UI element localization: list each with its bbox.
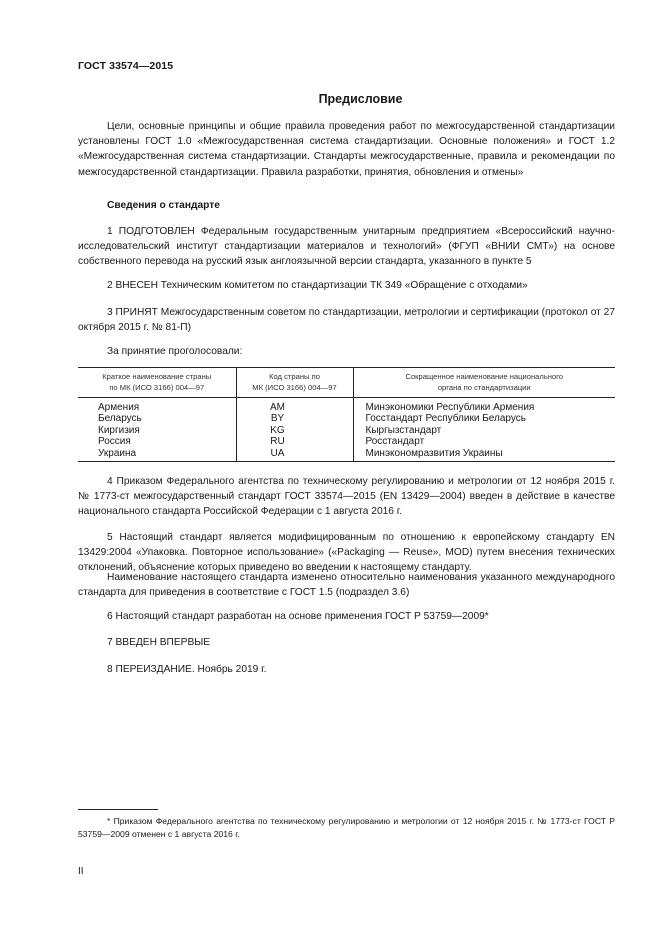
table-row <box>78 436 615 447</box>
page-title <box>0 92 661 106</box>
item-4-paragraph: 4 Приказом Федерального агентства по техническому регулированию и метрологии от 12 ноября 2015 г. № 1773-ст межгосударственный стандарт ГОСТ 33574—2015 (EN 13429—2004) введен в действие в качестве национального стандарта Российской Федерации с 1 августа 2016 г. <box>78 476 615 518</box>
page-title-text: Предисловие <box>318 92 403 106</box>
item-5-rename-paragraph: Наименование настоящего стандарта изменено относительно наименования указанного международного стандарта для приведения в соответствие с ГОСТ 1.5 (подраздел 3.6) <box>78 572 615 599</box>
code-cell: AM <box>236 398 353 414</box>
page-number: II <box>78 866 84 877</box>
country-cell: Армения <box>98 402 140 413</box>
table-row <box>78 413 615 424</box>
item-8-paragraph: 8 ПЕРЕИЗДАНИЕ. Ноябрь 2019 г. <box>107 664 267 675</box>
footnote: * Приказом Федерального агентства по техническому регулированию и метрологии от 12 ноября 2015 г. № 1773-ст ГОСТ Р 53759—2009 отменен с 1 августа 2016 г. <box>78 816 615 839</box>
voted-label: За принятие проголосовали: <box>107 346 243 357</box>
code-cell: BY <box>236 413 353 424</box>
col-code-header-line1: Код страны по <box>269 372 320 381</box>
col-code-header <box>236 368 353 398</box>
table-row <box>78 448 615 462</box>
body-cell: Минэкономразвития Украины <box>353 448 615 462</box>
country-cell: Украина <box>78 448 236 462</box>
table-row <box>78 425 615 436</box>
col-body-header-line2: органа по стандартизации <box>437 382 531 392</box>
col-country-header-line1: Краткое наименование страны <box>102 372 212 381</box>
info-heading: Сведения о стандарте <box>107 200 220 211</box>
code-cell: UA <box>236 448 353 462</box>
document-code: ГОСТ 33574—2015 <box>78 60 174 72</box>
country-cell: Киргизия <box>98 424 140 436</box>
country-cell: Беларусь <box>98 413 142 425</box>
item-1-paragraph: 1 ПОДГОТОВЛЕН Федеральным государственным унитарным предприятием «Всероссийский научно-исследовательский институт стандартизации материалов и технологий» (ФГУП «ВНИИ СМТ») на основе собственного перевода на русский язык англоязычной версии стандарта, указанного в пункте 5 <box>78 226 615 268</box>
col-body-header <box>353 368 615 398</box>
body-cell: Кыргызстандарт <box>353 425 615 436</box>
item-3-paragraph: 3 ПРИНЯТ Межгосударственным советом по стандартизации, метрологии и сертификации (протокол от 27 октября 2015 г. № 81-П) <box>78 307 615 334</box>
item-7-paragraph: 7 ВВЕДЕН ВПЕРВЫЕ <box>107 637 211 648</box>
item-2-paragraph: 2 ВНЕСЕН Техническим комитетом по стандартизации ТК 349 «Обращение с отходами» <box>107 280 528 291</box>
body-cell: Минэкономики Республики Армения <box>353 398 615 414</box>
body-cell: Росстандарт <box>353 436 615 447</box>
item-5-paragraph: 5 Настоящий стандарт является модифицированным по отношению к европейскому стандарту EN 13429:2004 «Упаковка. Повторное использование» («Packaging — Reuse», MOD) путем внесения технических отклонений, объяснение которых приведено во введении к настоящему стандарту. <box>78 532 615 574</box>
col-country-header-line2: по МК (ИСО 3166) 004—97 <box>109 382 205 392</box>
intro-paragraph: Цели, основные принципы и общие правила проведения работ по межгосударственной стандартизации установлены ГОСТ 1.0 «Межгосударственная система стандартизации. Основные положения» и ГОСТ 1.2 «Межгосударственная система стандартизации. Стандарты межгосударственные, правила и рекомендации по межгосударственной стандартизации. Правила разработки, принятия, обновления и отмены» <box>78 121 615 178</box>
voting-table <box>78 367 615 462</box>
code-cell: KG <box>236 425 353 436</box>
table-header-row <box>78 368 615 398</box>
col-country-header <box>78 368 236 398</box>
item-6-paragraph: 6 Настоящий стандарт разработан на основе применения ГОСТ Р 53759—2009* <box>107 611 489 622</box>
footnote-divider <box>78 809 158 810</box>
col-code-header-line2: МК (ИСО 3166) 004—97 <box>252 382 337 392</box>
body-cell: Госстандарт Республики Беларусь <box>353 413 615 424</box>
country-cell: Россия <box>98 436 131 448</box>
col-body-header-line1: Сокращенное наименование национального <box>405 372 564 381</box>
code-cell: RU <box>236 436 353 447</box>
table-row <box>78 398 615 414</box>
